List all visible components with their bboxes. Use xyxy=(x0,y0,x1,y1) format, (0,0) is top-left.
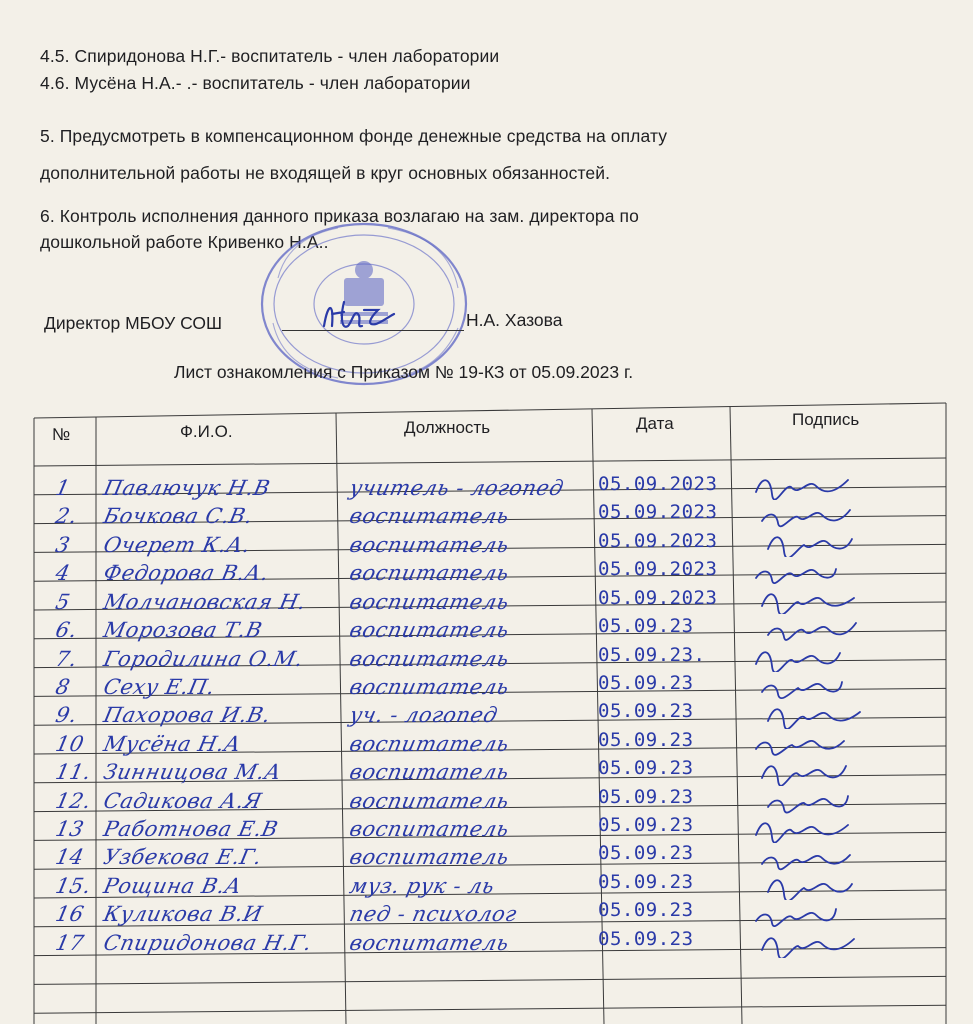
row-4-full-name: Федорова В.А. xyxy=(101,561,272,586)
acquaintance-sheet-title: Лист ознакомления с Приказом № 19-КЗ от 05.09.2023 г. xyxy=(174,362,634,382)
row-6-date: 05.09.23 xyxy=(598,615,694,638)
row-16-full-name: Куликова В.И xyxy=(101,902,265,927)
row-10-position: воспитатель xyxy=(347,731,512,756)
row-10-date: 05.09.23 xyxy=(598,728,694,751)
row-5-signature-image xyxy=(758,584,868,614)
row-1-full-name: Павлючук Н.В xyxy=(101,476,273,500)
row-17-number: 17 xyxy=(53,930,87,955)
row-5-position: воспитатель xyxy=(347,589,512,614)
row-11-full-name: Зинницова М.А xyxy=(101,760,284,785)
row-4-number: 4 xyxy=(53,561,73,586)
row-11-position: воспитатель xyxy=(347,760,512,785)
row-4-date: 05.09.2023 xyxy=(598,558,718,581)
row-11-number: 11. xyxy=(53,760,94,785)
row-14-position: воспитатель xyxy=(347,845,512,870)
row-2-date: 05.09.2023 xyxy=(598,501,718,524)
header-date: Дата xyxy=(636,414,674,433)
row-4-signature-image xyxy=(752,556,862,586)
row-11-date: 05.09.23 xyxy=(598,757,694,780)
row-2-position: воспитатель xyxy=(347,504,512,529)
row-15-signature-image xyxy=(764,870,874,900)
row-12-position: воспитатель xyxy=(347,788,512,813)
row-2-signature-image xyxy=(758,499,868,529)
row-5-number: 5 xyxy=(53,589,73,614)
row-7-date: 05.09.23. xyxy=(598,643,706,666)
row-16-position: пед - психолог xyxy=(347,902,520,927)
row-3-number: 3 xyxy=(53,532,73,557)
row-8-position: воспитатель xyxy=(347,674,512,699)
row-14-full-name: Узбекова Е.Г. xyxy=(101,845,265,870)
row-10-full-name: Мусёна Н.А xyxy=(101,731,244,756)
row-17-date: 05.09.23 xyxy=(598,927,694,950)
item-6-line-2: дошкольной работе Кривенко Н.А.. xyxy=(40,232,329,252)
item-5-line-1: 5. Предусмотреть в компенсационном фонде денежные средства на оплату xyxy=(40,126,668,146)
row-8-signature-image xyxy=(758,670,868,700)
director-name: Н.А. Хазова xyxy=(466,310,563,330)
item-4-5: 4.5. Спиридонова Н.Г.- воспитатель - член лаборатории xyxy=(40,46,500,66)
row-13-date: 05.09.23 xyxy=(598,814,694,837)
header-full-name: Ф.И.О. xyxy=(180,422,233,441)
row-9-signature-image xyxy=(764,699,874,729)
row-14-number: 14 xyxy=(53,845,87,870)
row-10-signature-image xyxy=(752,727,862,757)
row-7-number: 7. xyxy=(53,646,80,671)
row-16-signature-image xyxy=(752,899,862,929)
row-3-position: воспитатель xyxy=(347,532,512,557)
row-3-signature-image xyxy=(764,527,874,557)
row-16-date: 05.09.23 xyxy=(598,899,694,922)
row-7-position: воспитатель xyxy=(347,646,512,671)
row-14-date: 05.09.23 xyxy=(598,842,694,865)
row-15-date: 05.09.23 xyxy=(598,870,694,893)
row-13-signature-image xyxy=(752,813,862,843)
row-12-number: 12. xyxy=(53,788,94,813)
row-10-number: 10 xyxy=(53,731,87,756)
row-6-number: 6. xyxy=(53,618,80,643)
row-4-position: воспитатель xyxy=(347,561,512,586)
row-8-full-name: Сеху Е.П. xyxy=(101,674,218,699)
row-12-signature-image xyxy=(764,785,874,815)
director-label: Директор МБОУ СОШ xyxy=(44,313,223,333)
row-9-number: 9. xyxy=(53,703,80,728)
row-12-date: 05.09.23 xyxy=(598,785,694,808)
row-13-position: воспитатель xyxy=(347,817,512,842)
row-1-signature-image xyxy=(752,470,862,500)
row-13-number: 13 xyxy=(53,817,87,842)
row-7-full-name: Городилина О.М. xyxy=(101,646,306,671)
row-6-signature-image xyxy=(764,613,874,643)
item-4-6: 4.6. Мусёна Н.А.- .- воспитатель - член лаборатории xyxy=(40,73,471,93)
row-13-full-name: Работнова Е.В xyxy=(101,817,281,842)
row-2-number: 2. xyxy=(53,504,80,529)
row-15-full-name: Рощина В.А xyxy=(101,873,244,898)
header-position: Должность xyxy=(404,418,491,437)
row-6-position: воспитатель xyxy=(347,618,512,643)
row-11-signature-image xyxy=(758,756,868,786)
row-15-position: муз. рук - ль xyxy=(347,873,497,898)
row-8-number: 8 xyxy=(53,674,73,699)
row-5-full-name: Молчановская Н. xyxy=(101,589,309,614)
header-signature: Подпись xyxy=(792,410,860,429)
row-15-number: 15. xyxy=(53,873,94,898)
row-1-position: учитель - логопед xyxy=(347,476,566,500)
item-6-line-1: 6. Контроль исполнения данного приказа возлагаю на зам. директора по xyxy=(40,206,639,226)
row-9-position: уч. - логопед xyxy=(347,703,500,728)
item-5-line-2: дополнительной работы не входящей в круг основных обязанностей. xyxy=(40,163,611,183)
row-17-signature-image xyxy=(758,928,868,958)
row-17-position: воспитатель xyxy=(347,930,512,955)
row-3-full-name: Очерет К.А. xyxy=(101,532,253,557)
row-3-date: 05.09.2023 xyxy=(598,529,718,552)
header-number: № xyxy=(52,425,71,444)
row-12-full-name: Садикова А.Я xyxy=(101,788,265,813)
row-14-signature-image xyxy=(758,842,868,872)
row-5-date: 05.09.2023 xyxy=(598,586,718,609)
row-7-signature-image xyxy=(752,642,862,672)
row-1-date: 05.09.2023 xyxy=(598,473,718,495)
row-17-full-name: Спиридонова Н.Г. xyxy=(101,930,315,955)
row-9-date: 05.09.23 xyxy=(598,700,694,723)
row-1-number: 1 xyxy=(53,476,73,500)
row-9-full-name: Пахорова И.В. xyxy=(101,703,273,728)
row-2-full-name: Бочкова С.В. xyxy=(101,504,256,529)
director-signature-image xyxy=(318,296,398,338)
row-16-number: 16 xyxy=(53,902,87,927)
row-8-date: 05.09.23 xyxy=(598,671,694,694)
row-6-full-name: Морозова Т.В xyxy=(101,618,265,643)
